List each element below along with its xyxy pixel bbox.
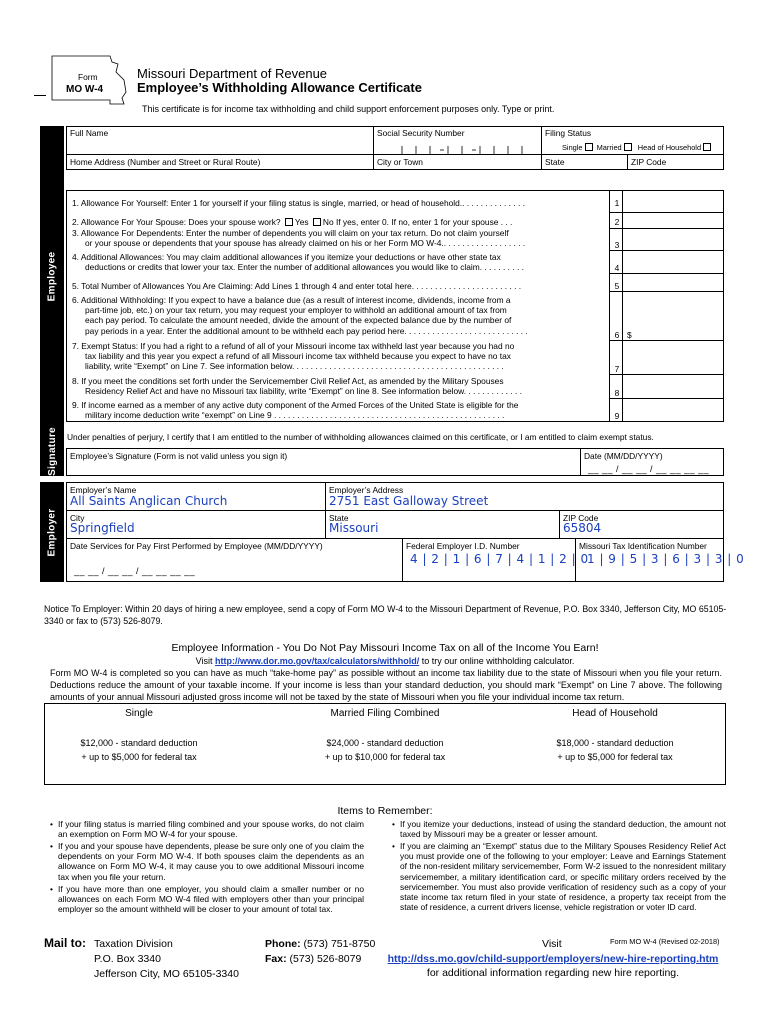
married-checkbox[interactable]: [624, 143, 632, 151]
employer-state-label: State: [329, 513, 349, 523]
employer-state-value[interactable]: Missouri: [329, 521, 379, 535]
state-label: State: [545, 157, 565, 167]
employer-address-value[interactable]: 2751 East Galloway Street: [329, 494, 489, 508]
employer-zip-label: ZIP Code: [563, 513, 599, 523]
deduction-single-values: $12,000 - standard deduction + up to $5,000 for federal tax: [80, 738, 198, 762]
form-title: Employee’s Withholding Allowance Certificate: [137, 80, 422, 95]
items-heading: Items to Remember:: [337, 805, 433, 817]
deduction-hoh-values: $18,000 - standard deduction + up to $5,000 for federal tax: [556, 738, 674, 762]
mail-to-label: Mail to:: [44, 936, 86, 950]
fax-number: (573) 526-8079: [289, 953, 362, 965]
mo-id-label: Missouri Tax Identification Number: [579, 541, 707, 551]
line-6-number: 6: [614, 330, 620, 340]
line-1-number: 1: [614, 198, 620, 208]
fein-value[interactable]: 4 | 2 | 1 | 6 | 7 | 4 | 1 | 2 | 0: [410, 552, 589, 566]
spouse-works-no-checkbox[interactable]: [313, 218, 321, 226]
ssn-input[interactable]: [400, 144, 530, 154]
single-label: Single: [562, 143, 583, 152]
mail-address: Taxation Division P.O. Box 3340 Jefferson City, MO 65105-3340: [94, 938, 239, 980]
item-right-2: • If you are claiming an “Exempt” status due to the Military Spouses Residency Relief Act you must provide one of the following to your employer: Leave and Earnings Statement of the non-resident military servicemember, Form W-2 issued to the nonresident military servicemember, a military identification card, or specific military orders received by the servicemember. You must also provide verification of residency such as a copy of your state income tax return filed in your state of residence, a property tax receipt from the state of residence, a current drivers license, vehicle registration or voter ID card.: [400, 841, 726, 912]
full-name-label: Full Name: [70, 128, 109, 138]
full-name-input[interactable]: [70, 138, 370, 154]
line-9-number: 9: [614, 411, 620, 421]
hoh-checkbox[interactable]: [703, 143, 711, 151]
info-heading: Employee Information - You Do Not Pay Missouri Income Tax on all of the Income You Earn!: [171, 642, 599, 654]
phone-number: (573) 751-8750: [303, 938, 376, 950]
header-rule: [34, 95, 46, 96]
deduction-hoh-heading: Head of Household: [572, 708, 658, 719]
ssn-label: Social Security Number: [377, 128, 465, 138]
info-visit-line: Visit http://www.dor.mo.gov/tax/calculators/withhold/ to try our online withholding calculator.: [195, 656, 575, 666]
contact-info: Phone: (573) 751-8750 Fax: (573) 526-8079: [265, 938, 376, 965]
mo-id-value[interactable]: 1 | 9 | 5 | 3 | 6 | 3 | 3 | 0: [587, 552, 745, 566]
withholding-calculator-link[interactable]: http://www.dor.mo.gov/tax/calculators/withhold/: [215, 656, 420, 666]
signature-label: Employee’s Signature (Form is not valid unless you sign it): [70, 451, 288, 461]
item-right-1: • If you itemize your deductions, instead of using the standard deduction, the amount not taxed by Missouri may be a greater or lesser amount.: [400, 819, 726, 839]
line-5-text: 5. Total Number of Allowances You Are Claiming: Add Lines 1 through 4 and enter total here. . . . . . . . . . . . . . . . . . . . . . . .: [72, 281, 522, 291]
line-4-text: 4. Additional Allowances: You may claim additional allowances if you itemize your deductions or have other state tax deductions or credits that lower your tax. Enter the number of additional allowances you would like to claim. . . . . . . . . .: [72, 252, 524, 273]
deduction-married-heading: Married Filing Combined: [330, 708, 440, 719]
item-left-3: • If you have more than one employer, you should claim a smaller number or no allowances on each Form MO W-4 filed with employers other than your principal employer so the amount withheld will be closer to your amount of total tax.: [58, 884, 364, 915]
filing-status-options: [562, 143, 713, 152]
signature-field[interactable]: [70, 461, 575, 475]
revision-date: Form MO W-4 (Revised 02-2018): [610, 937, 720, 946]
fein-label: Federal Employer I.D. Number: [406, 541, 520, 551]
deduction-single-heading: Single: [125, 708, 153, 719]
employee-sidebar: Employee: [40, 126, 64, 426]
employer-city-label: City: [70, 513, 85, 523]
employer-name-value[interactable]: All Saints Anglican Church: [70, 494, 228, 508]
hoh-label: Head of Household: [637, 143, 702, 152]
line-3-number: 3: [614, 240, 620, 250]
signature-date-label: Date (MM/DD/YYYY): [584, 451, 663, 461]
line-5-number: 5: [614, 281, 620, 291]
employer-address-label: Employer’s Address: [329, 485, 404, 495]
line-8-text: 8. If you meet the conditions set forth under the Servicemember Civil Relief Act, as amended by the Military Spouses Residency Relief Act and have no Missouri tax liability, write “Exempt” on line 8. See information below. . . . . . . . . . . . .: [72, 376, 522, 397]
item-left-1: • If your filing status is married filing combined and your spouse works, do not claim an exemption on Form MO W-4 for your spouse.: [58, 819, 364, 839]
filing-status-label: Filing Status: [545, 128, 592, 138]
city-label: City or Town: [377, 157, 423, 167]
line-7-text: 7. Exempt Status: If you had a right to a refund of all of your Missouri income tax withheld last year because you had no tax liability and this year you expect a refund of all Missouri income tax withheld because you expect to have no tax liability, write “Exempt” on Line 7. See information below. . . . . . . . . . . . . . . . . . . . . . . . . . . . . . . . . . . . . . . . . . . . . .: [72, 341, 515, 372]
line-3-text: 3. Allowance For Dependents: Enter the number of dependents you will claim on your tax return. Do not claim yourself or your spouse or dependents that your spouse has already claimed on his or her Form MO W-4.. . . . . . . . . . . . . . . . . .: [72, 228, 526, 249]
married-label: Married: [596, 143, 622, 152]
signature-date-field[interactable]: __ __ / __ __ / __ __ __ __: [588, 464, 710, 474]
date-services-field[interactable]: __ __ / __ __ / __ __ __ __: [74, 566, 196, 576]
employer-sidebar: Employer: [40, 482, 64, 582]
perjury-statement: Under penalties of perjury, I certify that I am entitled to the number of withholding allowances claimed on this certificate, or I am entitled to claim exempt status.: [67, 432, 654, 442]
notice-to-employer: Notice To Employer: Within 20 days of hiring a new employee, send a copy of Form MO W-4 to the Missouri Department of Revenue, P.O. Box 3340, Jefferson City, MO 65105-3340 or fax to (573) 526-8079.: [44, 604, 727, 626]
item-left-2: • If you and your spouse have dependents, please be sure only one of you claim the dependents on your Form MO W-4. If both spouses claim the dependents as an allowance on Form MO W-4, it may cause you to owe additional Missouri income tax when you file your return.: [58, 841, 364, 882]
form-number: MO W-4: [66, 84, 104, 95]
footer-visit-suffix: for additional information regarding new hire reporting.: [426, 967, 680, 979]
footer-visit-label: Visit: [542, 938, 562, 950]
form-label: Form: [78, 72, 98, 82]
signature-sidebar: Signature: [40, 426, 64, 476]
department-name: Missouri Department of Revenue: [137, 66, 328, 81]
date-services-label: Date Services for Pay First Performed by Employee (MM/DD/YYYY): [70, 541, 323, 551]
address-label: Home Address (Number and Street or Rural Route): [70, 157, 261, 167]
single-checkbox[interactable]: [585, 143, 593, 151]
employer-city-value[interactable]: Springfield: [70, 521, 135, 535]
line-2-text: 2. Allowance For Your Spouse: Does your spouse work? Yes No If yes, enter 0. If no, enter 1 for your spouse . . .: [72, 217, 513, 227]
deduction-married-values: $24,000 - standard deduction + up to $10,000 for federal tax: [324, 738, 446, 762]
line-7-number: 7: [614, 364, 620, 374]
line-6-text: 6. Additional Withholding: If you expect to have a balance due (as a result of interest income, dividends, income from a part-time job, etc.) on your tax return, you may request your employer to withhold an additional amount of tax from each pay period. To calculate the amount needed, divide the amount of the expected balance due by the number of pay periods in a year. Enter the additional amount to be withheld each pay period here. . . . . . . . . . . . . . . . . . . . . . . . . . .: [72, 295, 528, 336]
info-paragraph: Form MO W-4 is completed so you can have as much “take-home pay” as possible without an income tax liability due to the state of Missouri when you file your return. Deductions reduce the amount of your taxable income. If your income is less than your standard deduction, you should mark “Exempt” on Line 7 above. The following amounts of your annual Missouri adjusted gross income will not be taxed by the state of Missouri when you file your individual income tax return.: [50, 668, 722, 702]
line-6-dollar: $: [627, 330, 632, 340]
line-9-text: 9. If income earned as a member of any active duty component of the Armed Forces of the United State is eligible for the military income deduction write “exempt” on Line 9 . . . . . . . . . . . . . . . . . . . . . . . . . . . . . . . . . . . . . . . . . . . . . . . . . .: [72, 400, 519, 421]
form-subtitle: This certificate is for income tax withholding and child support enforcement purposes only. Type or print.: [142, 104, 555, 114]
line-8-number: 8: [614, 388, 620, 398]
line-4-number: 4: [614, 263, 620, 273]
employer-zip-value[interactable]: 65804: [563, 521, 602, 535]
employer-name-label: Employer’s Name: [70, 485, 137, 495]
line-1-text: 1. Allowance For Yourself: Enter 1 for yourself if your filing status is single, married, or head of household.. . . . . . . . . . . . . .: [72, 198, 525, 208]
spouse-works-yes-checkbox[interactable]: [285, 218, 293, 226]
zip-label: ZIP Code: [631, 157, 667, 167]
line-2-number: 2: [614, 217, 620, 227]
new-hire-link[interactable]: http://dss.mo.gov/child-support/employers/new-hire-reporting.htm: [387, 953, 719, 965]
